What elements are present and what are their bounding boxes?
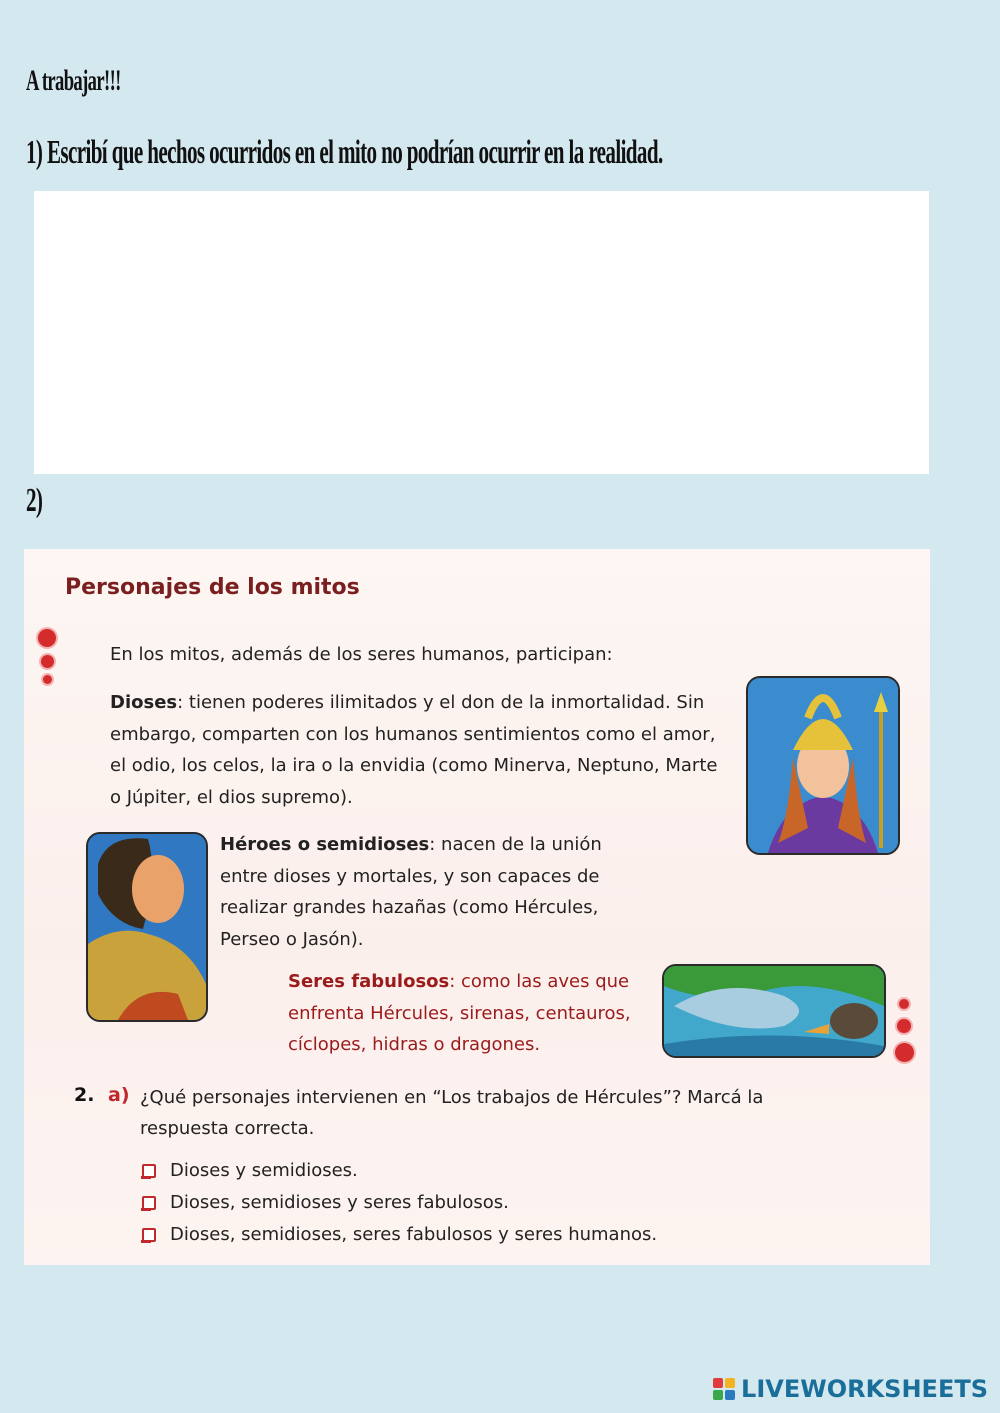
option-1[interactable] <box>142 1160 358 1181</box>
seres-term: Seres fabulosos <box>288 971 450 992</box>
logo-mark-icon <box>713 1378 735 1400</box>
option-3[interactable] <box>142 1224 657 1245</box>
brand-name: LIVEWORKSHEETS <box>741 1375 988 1403</box>
dioses-term: Dioses <box>110 692 178 713</box>
checkbox-icon[interactable] <box>142 1196 156 1210</box>
question-1-prompt: 1) Escribí que hechos ocurridos en el mito no podrían ocurrir en la realidad. <box>26 134 663 171</box>
option-1-label: Dioses y semidioses. <box>170 1160 358 1181</box>
checkbox-icon[interactable] <box>142 1228 156 1242</box>
birds-illustration <box>662 964 886 1058</box>
option-3-label: Dioses, semidioses, seres fabulosos y seres humanos. <box>170 1224 658 1245</box>
question-text: ¿Qué personajes intervienen en “Los trabajos de Hércules”? Marcá la respuesta correcta. <box>140 1087 764 1139</box>
dioses-text: : tienen poderes ilimitados y el don de la inmortalidad. Sin embargo, comparten con los humanos sentimientos como el amor, el odio, los celos, la ira o la envidia (como Minerva, Neptuno, Marte o Júpiter, el dios supremo). <box>110 692 718 808</box>
hercules-illustration <box>86 832 208 1022</box>
seres-text: : como las aves que enfrenta Hércules, sirenas, centauros, cíclopes, hidras o dragones. <box>288 971 631 1055</box>
question-letter: a) <box>108 1084 130 1106</box>
option-2-label: Dioses, semidioses y seres fabulosos. <box>170 1192 509 1213</box>
option-2[interactable] <box>142 1192 509 1213</box>
heroes-term: Héroes o semidioses <box>220 834 430 855</box>
section-title: Personajes de los mitos <box>65 575 360 600</box>
answer-1-textbox[interactable] <box>34 191 929 474</box>
intro-text: En los mitos, además de los seres humanos, participan: <box>110 644 613 665</box>
seres-paragraph <box>288 966 658 1061</box>
checkbox-icon[interactable] <box>142 1164 156 1178</box>
question-number: 2. <box>74 1084 95 1106</box>
question-2-label: 2) <box>26 482 43 519</box>
textbook-scan <box>24 549 930 1265</box>
worksheet-title: A trabajar!!! <box>26 64 121 97</box>
dioses-paragraph <box>110 687 730 813</box>
heroes-text: : nacen de la unión entre dioses y mortales, y son capaces de realizar grandes hazañas (como Hércules, Perseo o Jasón). <box>220 834 602 950</box>
heroes-paragraph <box>220 829 640 955</box>
liveworksheets-logo <box>713 1375 988 1403</box>
minerva-illustration <box>746 676 900 855</box>
